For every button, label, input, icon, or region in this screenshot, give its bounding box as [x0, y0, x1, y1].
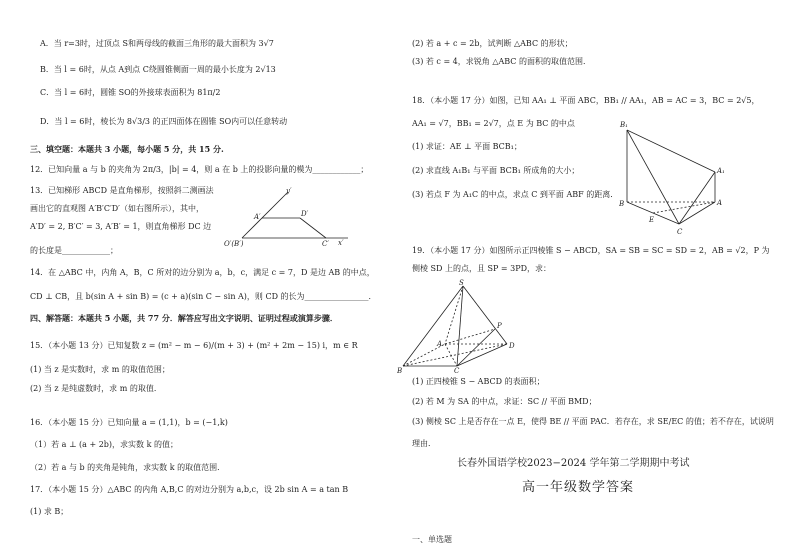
question-13-line3: A′D′ = 2, B′C′ = 3, A′B′ = 1，则直角梯形 DC 边 [30, 222, 212, 231]
label-e: E [649, 216, 655, 224]
question-14-line2: CD ⊥ CB，且 b(sin A + sin B) = (c + a)(sin C − sin A)，则 CD 的长为________________． [30, 292, 377, 301]
question-13-line2: 画出它的直观图 A′B′C′D′（如右图所示），其中， [30, 204, 204, 213]
question-12: 12．已知向量 a 与 b 的夹角为 2π/3，|b| = 4，则 a 在 b 上的投影向量的模为____________； [30, 165, 369, 174]
label-a: A [437, 340, 443, 348]
pyramid-figure [397, 278, 527, 374]
question-18-part3: (3) 若点 F 为 A₁C 的中点，求点 C 到平面 ABF 的距离． [412, 190, 619, 199]
y-axis-label: y′ [286, 187, 292, 195]
question-15-part1: (1) 当 z 是实数时，求 m 的取值范围； [30, 365, 170, 374]
option-d: D．当 l = 6时，棱长为 8√3/3 的正四面体在圆锥 SO内可以任意转动 [40, 117, 288, 126]
question-18-part1: (1) 求证：AE ⊥ 平面 BCB₁； [412, 142, 522, 151]
label-c: C [454, 367, 460, 374]
question-18-line2: AA₁ = √7，BB₁ = 2√7，点 E 为 BC 的中点 [412, 119, 575, 128]
edge-s-b [403, 286, 463, 366]
edge-a1-c [679, 172, 715, 224]
edge-b1-c [627, 130, 679, 224]
prism-figure [619, 118, 759, 238]
label-b: B [619, 200, 625, 208]
point-a-label: A′ [254, 213, 261, 221]
question-13-line1: 13．已知梯形 ABCD 是直角梯形，按照斜二测画法 [30, 186, 214, 195]
question-16-part2: （2）若 a 与 b 的夹角是钝角，求实数 k 的取值范围． [30, 463, 226, 472]
point-c-label: C′ [322, 240, 329, 248]
question-19-part1: (1) 正四棱锥 S − ABCD 的表面积； [412, 377, 545, 386]
segment-d-c [300, 218, 326, 238]
question-17-part3: (3) 若 c = 4，求锐角 △ABC 的面积的取值范围． [412, 57, 591, 66]
label-d: D [509, 342, 515, 350]
question-16-part1: （1）若 a ⊥ (a + 2b)，求实数 k 的值； [30, 440, 178, 449]
answer-title: 高一年级数学答案 [522, 480, 635, 495]
section-fill-in: 三、填空题：本题共 3 小题，每小题 5 分，共 15 分. [30, 144, 224, 154]
point-d-label: D′ [301, 210, 309, 218]
exam-school-title: 长春外国语学校2023−2024 学年第二学期期中考试 [457, 458, 690, 469]
right-column [397, 0, 794, 560]
section-single-choice: 一、单选题 [412, 535, 452, 544]
oblique-drawing-figure [222, 186, 352, 248]
question-18: 18．（本小题 17 分）如图，已知 AA₁ ⊥ 平面 ABC，BB₁ // AA₁，AB = AC = 3，BC = 2√5， [412, 96, 760, 105]
edge-b1-a1 [627, 130, 715, 172]
question-16: 16．（本小题 15 分）已知向量 a = (1,1)，b = (−1,k) [30, 418, 228, 427]
question-15-part2: (2) 当 z 是纯虚数时，求 m 的取值． [30, 384, 162, 393]
label-s: S [459, 279, 464, 287]
question-19-part3-end: 理由． [412, 439, 436, 448]
label-b: B [397, 367, 403, 374]
section-answer: 四、解答题：本题共 5 小题，共 77 分．解答应写出文字说明、证明过程或演算步骤． [30, 313, 338, 323]
question-17: 17．（本小题 15 分）△ABC 的内角 A,B,C 的对边分别为 a,b,c，设 2b sin A = a tan B [30, 485, 349, 494]
label-p: P [497, 322, 502, 330]
option-a: A．当 r=3时，过顶点 S和两母线的截面三角形的最大面积为 3√7 [40, 39, 274, 48]
question-17-part2: (2) 若 a + c = 2b，试判断 △ABC 的形状； [412, 39, 573, 48]
edge-s-a [445, 286, 463, 344]
x-axis-label: x′ [338, 239, 344, 247]
edge-s-d [463, 286, 507, 344]
question-19-line2: 侧棱 SD 上的点，且 SP = 3PD，求： [412, 264, 552, 273]
question-19: 19．（本小题 17 分）如图所示正四棱锥 S − ABCD，SA = SB = SC = SD = 2，AB = √2，P 为 [412, 246, 770, 255]
question-19-part3: (3) 侧棱 SC 上是否存在一点 E，使得 BE // 平面 PAC．若存在，求 SE/EC 的值；若不存在，试说明 [412, 417, 774, 426]
label-c: C [677, 228, 683, 236]
label-b1: B₁ [620, 121, 628, 129]
question-19-part2: (2) 若 M 为 SA 的中点，求证：SC // 平面 BMD； [412, 397, 597, 406]
question-14-line1: 14．在 △ABC 中，内角 A，B，C 所对的边分别为 a，b，c，满足 c = 7，D 是边 AB 的中点， [30, 268, 375, 277]
label-a: A [717, 199, 723, 207]
question-13-line4: 的长度是____________； [30, 246, 118, 255]
y-axis [242, 192, 288, 238]
point-o-label: O′(B′) [224, 240, 244, 248]
question-15: 15．（本小题 13 分）已知复数 z = (m² − m − 6)/(m + 3) + (m² + 2m − 15) i，m ∈ R [30, 341, 358, 350]
label-a1: A₁ [717, 167, 725, 175]
edge-c-d [457, 344, 507, 366]
option-c: C．当 l = 6时，圆锥 SO的外接球表面积为 81π/2 [40, 88, 221, 97]
option-b: B．当 l = 6时，从点 A到点 C绕圆锥侧面一周的最小长度为 2√13 [40, 65, 276, 74]
question-17-part1: (1) 求 B； [30, 507, 69, 516]
question-18-part2: (2) 求直线 A₁B₁ 与平面 BCB₁ 所成角的大小； [412, 166, 580, 175]
